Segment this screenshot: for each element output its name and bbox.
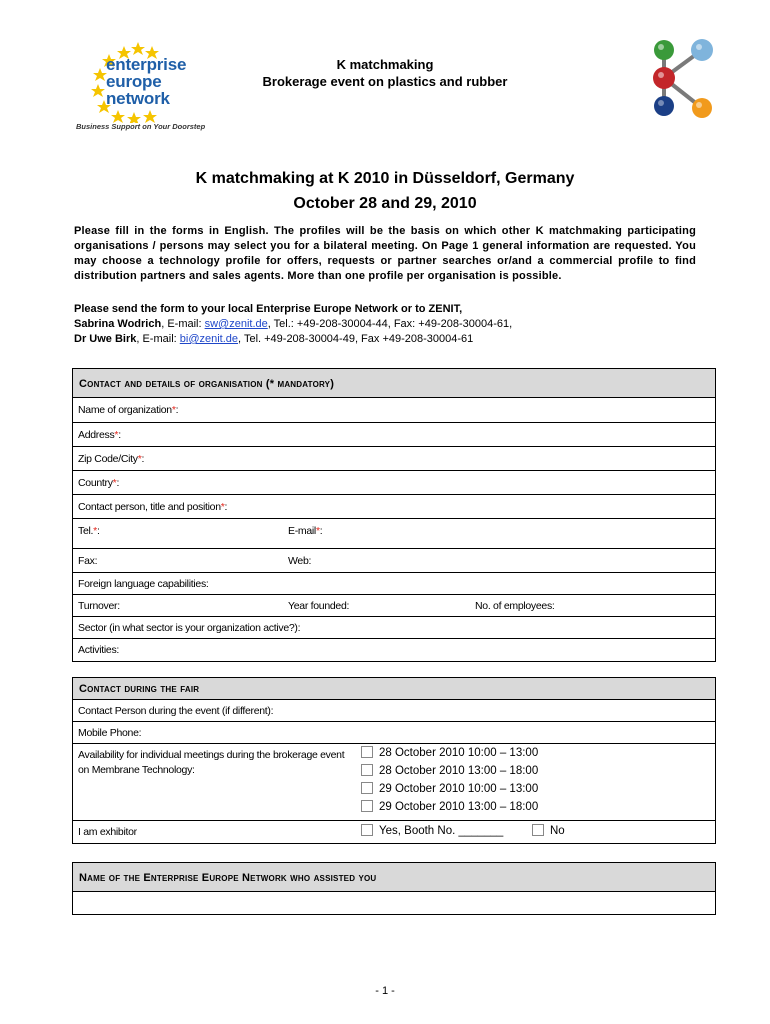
organization-name-label: Name of organization bbox=[78, 404, 172, 416]
contact-person-2-email-label: , E-mail: bbox=[136, 333, 180, 345]
een-name-field[interactable] bbox=[73, 892, 715, 914]
intro-paragraph: Please fill in the forms in English. The profiles will be the basis on which other K matchmaking participating organisations / persons may select you for a bilateral meeting. On Page 1 general information are requested. You may choose a technology profile for offers, requests or partner searches or/and a commercial profile to find distribution partners and sales agents. More than one profile per organisation is possible. bbox=[74, 225, 696, 282]
tel-field[interactable] bbox=[78, 525, 100, 537]
tel-email-row bbox=[73, 519, 715, 549]
slot-option-2[interactable] bbox=[361, 764, 538, 777]
slot-label: 28 October 2010 10:00 – 13:00 bbox=[379, 747, 539, 759]
activities-field[interactable] bbox=[73, 639, 715, 661]
email-field[interactable] bbox=[288, 525, 322, 537]
fair-contact-person-label: Contact Person during the event (if different): bbox=[78, 705, 274, 717]
email-label: E-mail bbox=[288, 525, 316, 537]
contact-person-1-phone-fax: , Tel.: +49-208-30004-44, Fax: +49-208-30004-61, bbox=[267, 318, 513, 330]
label-colon: : bbox=[175, 404, 179, 416]
mandatory-star: * bbox=[171, 404, 176, 416]
event-dates: October 28 and 29, 2010 bbox=[293, 195, 477, 212]
turnover-year-employees-row bbox=[73, 595, 715, 617]
k-molecule-logo-icon bbox=[646, 38, 718, 122]
web-field[interactable]: Web: bbox=[288, 555, 312, 567]
label-colon: : bbox=[96, 525, 100, 537]
exhibitor-no-option[interactable] bbox=[532, 824, 565, 837]
mandatory-star: * bbox=[137, 453, 142, 465]
mandatory-star: * bbox=[220, 501, 225, 513]
languages-label: Foreign language capabilities: bbox=[78, 578, 209, 590]
een-section-heading bbox=[73, 863, 715, 892]
exhibitor-yes-checkbox[interactable] bbox=[361, 824, 373, 836]
tel-label: Tel. bbox=[78, 525, 94, 537]
logo-word-europe: europe bbox=[106, 72, 162, 91]
languages-field[interactable] bbox=[73, 573, 715, 595]
label-colon: : bbox=[116, 477, 120, 489]
label-colon: : bbox=[118, 429, 121, 441]
organisation-section-heading bbox=[73, 369, 715, 398]
label-colon: : bbox=[141, 453, 145, 465]
exhibitor-no-checkbox[interactable] bbox=[532, 824, 544, 836]
header-title-line2: Brokerage event on plastics and rubber bbox=[262, 74, 508, 89]
sector-label: Sector (in what sector is your organization active?): bbox=[78, 622, 301, 634]
fair-section-heading bbox=[73, 678, 715, 700]
country-field[interactable] bbox=[73, 471, 715, 495]
mandatory-star: * bbox=[93, 525, 97, 537]
logo-word-enterprise: enterprise bbox=[106, 55, 187, 74]
contact-person-1-name: Sabrina Wodrich bbox=[74, 318, 162, 330]
exhibitor-yes-option[interactable] bbox=[361, 824, 503, 837]
slot-option-1[interactable] bbox=[361, 746, 538, 759]
slot-label: 29 October 2010 13:00 – 18:00 bbox=[379, 801, 539, 813]
section-heading-text: Name of the Enterprise Europe Network who assisted you bbox=[79, 872, 377, 884]
section-heading-text: Contact and details of organisation (* mandatory) bbox=[79, 378, 335, 390]
exhibitor-no-label: No bbox=[550, 825, 565, 837]
mandatory-star: * bbox=[112, 477, 117, 489]
activities-label: Activities: bbox=[78, 644, 120, 656]
availability-label: Availability for individual meetings during the brokerage event on Membrane Technology: bbox=[78, 749, 345, 776]
fax-field[interactable]: Fax: bbox=[78, 555, 98, 567]
mandatory-star: * bbox=[114, 429, 119, 441]
year-founded-field[interactable]: Year founded: bbox=[288, 600, 350, 612]
fair-contact-section bbox=[72, 677, 716, 844]
zip-city-field[interactable] bbox=[73, 447, 715, 471]
send-form-instruction: Please send the form to your local Enterprise Europe Network or to ZENIT, bbox=[74, 303, 463, 315]
fair-contact-person-field[interactable] bbox=[73, 700, 715, 722]
zip-city-label: Zip Code/City bbox=[78, 453, 138, 465]
exhibitor-row bbox=[73, 821, 715, 843]
slot-label: 28 October 2010 13:00 – 18:00 bbox=[379, 765, 539, 777]
address-field[interactable] bbox=[73, 423, 715, 447]
turnover-field[interactable]: Turnover: bbox=[78, 600, 120, 612]
contact-person-field[interactable] bbox=[73, 495, 715, 519]
label-colon: : bbox=[224, 501, 228, 513]
slot-checkbox[interactable] bbox=[361, 800, 373, 812]
contact-person-1-email-link[interactable]: sw@zenit.de bbox=[204, 318, 268, 330]
main-title: K matchmaking at K 2010 in Düsseldorf, Germany bbox=[195, 170, 575, 187]
slot-checkbox[interactable] bbox=[361, 782, 373, 794]
employees-field[interactable]: No. of employees: bbox=[475, 600, 555, 612]
mobile-phone-field[interactable] bbox=[73, 722, 715, 744]
contact-info bbox=[74, 302, 714, 347]
fax-web-row bbox=[73, 549, 715, 573]
enterprise-europe-network-logo bbox=[70, 38, 210, 136]
slot-label: 29 October 2010 10:00 – 13:00 bbox=[379, 783, 539, 795]
logo-word-network: network bbox=[106, 89, 170, 108]
label-colon: : bbox=[319, 525, 323, 537]
een-assistance-section bbox=[72, 862, 716, 915]
slot-checkbox[interactable] bbox=[361, 764, 373, 776]
exhibitor-yes-label: Yes, Booth No. _______ bbox=[379, 825, 504, 837]
organisation-details-section bbox=[72, 368, 716, 662]
mandatory-star: * bbox=[315, 525, 320, 537]
contact-person-2-phone-fax: , Tel. +49-208-30004-49, Fax +49-208-30004-61 bbox=[238, 333, 474, 345]
address-label: Address bbox=[78, 429, 115, 441]
country-label: Country bbox=[78, 477, 113, 489]
page-number: - 1 - bbox=[375, 985, 395, 997]
mobile-phone-label: Mobile Phone: bbox=[78, 727, 142, 739]
organization-name-field[interactable] bbox=[73, 398, 715, 423]
slot-option-4[interactable] bbox=[361, 800, 538, 813]
slot-checkbox[interactable] bbox=[361, 746, 373, 758]
availability-row bbox=[73, 744, 715, 821]
contact-person-2-email-link[interactable]: bi@zenit.de bbox=[179, 333, 239, 345]
slot-option-3[interactable] bbox=[361, 782, 538, 795]
contact-person-1-email-label: , E-mail: bbox=[161, 318, 205, 330]
contact-person-label: Contact person, title and position bbox=[78, 501, 221, 513]
section-heading-text: Contact during the fair bbox=[79, 683, 200, 695]
header-title-line1: K matchmaking bbox=[336, 57, 434, 72]
sector-field[interactable] bbox=[73, 617, 715, 639]
contact-person-2-name: Dr Uwe Birk bbox=[74, 333, 137, 345]
logo-tagline: Business Support on Your Doorstep bbox=[76, 122, 206, 131]
exhibitor-label: I am exhibitor bbox=[78, 826, 137, 838]
